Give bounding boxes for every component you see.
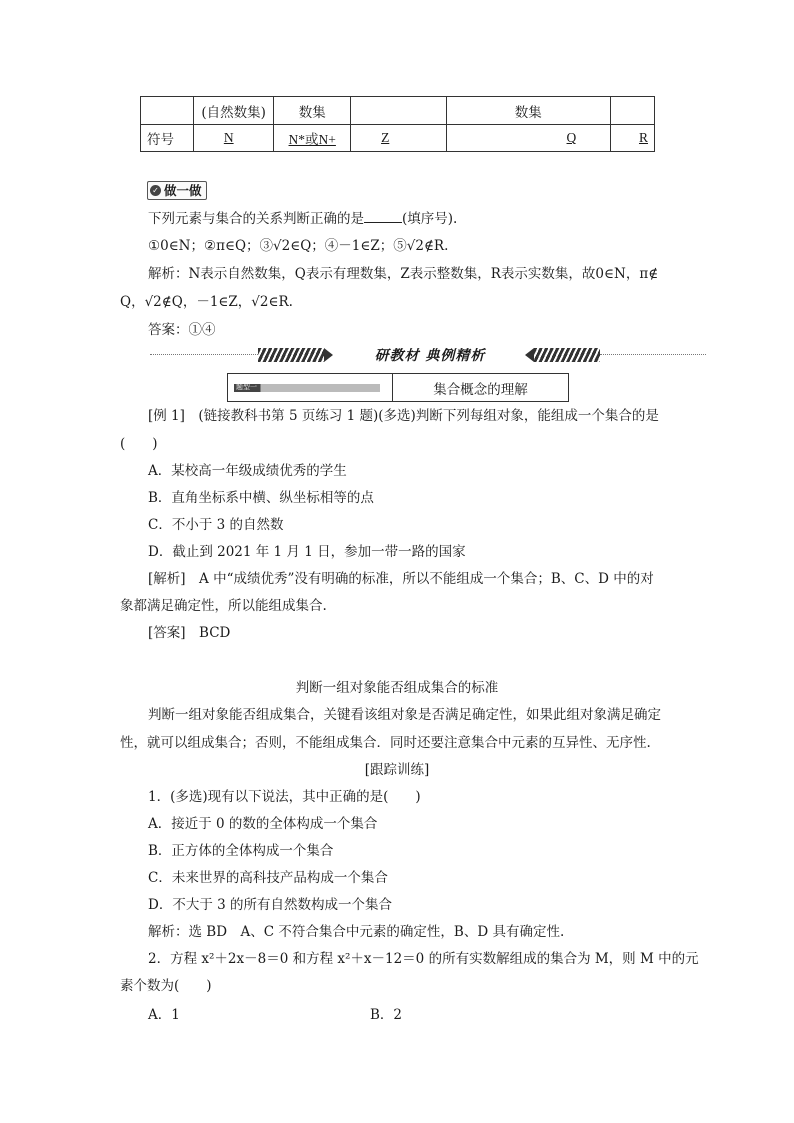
table-row-label: 符号 — [141, 125, 194, 152]
banner-stripe-right — [534, 348, 600, 362]
example-option-d: D．截止到 2021 年 1 月 1 日，参加一带一路的国家 — [148, 544, 466, 560]
banner-divider — [600, 354, 706, 355]
practice-analysis-line2: Q，√2∉Q，－1∈Z，√2∈R. — [120, 294, 293, 310]
method-line1: 判断一组对象能否组成集合，关键看该组对象是否满足确定性，如果此组对象满足确定 — [148, 707, 661, 723]
example-question-line1: [例 1] (链接教科书第 5 页练习 1 题)(多选)判断下列每组对象，能组成一个集合的是 — [148, 408, 659, 424]
example-answer: [答案] BCD — [148, 625, 231, 641]
method-line2: 性，就可以组成集合；否则，不能组成集合．同时还要注意集合中元素的互异性、无序性. — [120, 735, 651, 751]
practice-analysis-line1: 解析：N表示自然数集，Q表示有理数集，Z表示整数集，R表示实数集，故0∈N，π∉ — [148, 266, 659, 282]
symbol-positive-natural: N*或N+ — [288, 132, 336, 147]
symbol-natural: N — [223, 130, 234, 145]
table-row — [141, 125, 655, 152]
topic-title: 集合概念的理解 — [433, 381, 528, 398]
table-cell: (自然数集) — [193, 97, 274, 125]
tracking-q2-line2: 素个数为( ) — [120, 978, 212, 994]
tracking-q1-option-b: B．正方体的全体构成一个集合 — [148, 843, 334, 859]
check-icon: ✓ — [150, 185, 161, 196]
topic-tag — [228, 374, 393, 401]
tracking-q2-option-b: B．2 — [370, 1007, 403, 1023]
banner-arrow-right-icon — [324, 348, 333, 362]
tracking-title: [跟踪训练] — [364, 762, 430, 778]
table-cell — [351, 97, 446, 125]
example-option-c: C．不小于 3 的自然数 — [148, 517, 284, 533]
answer-blank — [364, 210, 402, 223]
tracking-q1-option-c: C．未来世界的高科技产品构成一个集合 — [148, 870, 388, 886]
practice-question — [148, 207, 457, 227]
example-analysis-line1: [解析] A 中“成绩优秀”没有明确的标准，所以不能组成一个集合；B、C、D 中的对 — [148, 571, 654, 587]
tracking-q2-line1: 2．方程 x²＋2x－8＝0 和方程 x²＋x－12＝0 的所有实数解组成的集合为 M，则 M 中的元 — [148, 951, 699, 967]
symbol-rational: Q — [566, 130, 577, 145]
banner-arrow-left-icon — [525, 348, 534, 362]
example-option-a: A．某校高一年级成绩优秀的学生 — [148, 463, 347, 479]
topic-tag-label: 题型一 — [236, 382, 257, 391]
number-set-symbol-table — [140, 96, 655, 152]
table-cell: 数集 — [446, 97, 610, 125]
banner-title: 研教材 典例精析 — [374, 348, 486, 364]
tracking-q1-option-d: D．不大于 3 的所有自然数构成一个集合 — [148, 897, 392, 913]
banner-stripe-left — [258, 348, 324, 362]
example-option-b: B．直角坐标系中横、纵坐标相等的点 — [148, 490, 374, 506]
method-title: 判断一组对象能否组成集合的标准 — [295, 680, 499, 696]
practice-badge — [147, 181, 207, 200]
practice-options: ①0∈N；②π∈Q；③√2∈Q；④－1∈Z；⑤√2∉R. — [148, 238, 449, 254]
table-cell — [610, 97, 654, 125]
practice-answer: 答案：①④ — [148, 322, 216, 338]
practice-question-text: 下列元素与集合的关系判断正确的是 — [148, 211, 364, 227]
banner-divider — [150, 354, 258, 355]
symbol-integer: Z — [381, 130, 390, 145]
tracking-q1: 1．(多选)现有以下说法，其中正确的是( ) — [148, 789, 421, 805]
topic-tag-bar — [234, 384, 380, 392]
section-banner — [150, 347, 706, 363]
example-question-line2: ( ) — [120, 436, 158, 452]
practice-badge-label: 做一做 — [164, 183, 202, 198]
tracking-q1-analysis: 解析：选 BD A、C 不符合集合中元素的确定性，B、D 具有确定性. — [148, 924, 565, 940]
topic-box — [227, 373, 569, 402]
tracking-q1-option-a: A．接近于 0 的数的全体构成一个集合 — [148, 816, 378, 832]
example-analysis-line2: 象都满足确定性，所以能组成集合. — [120, 598, 327, 614]
symbol-real: R — [638, 130, 648, 145]
tracking-q2-option-a: A．1 — [148, 1007, 180, 1023]
practice-question-tail: (填序号). — [402, 211, 458, 227]
table-row — [141, 97, 655, 125]
table-cell — [141, 97, 194, 125]
table-cell: 数集 — [274, 97, 351, 125]
